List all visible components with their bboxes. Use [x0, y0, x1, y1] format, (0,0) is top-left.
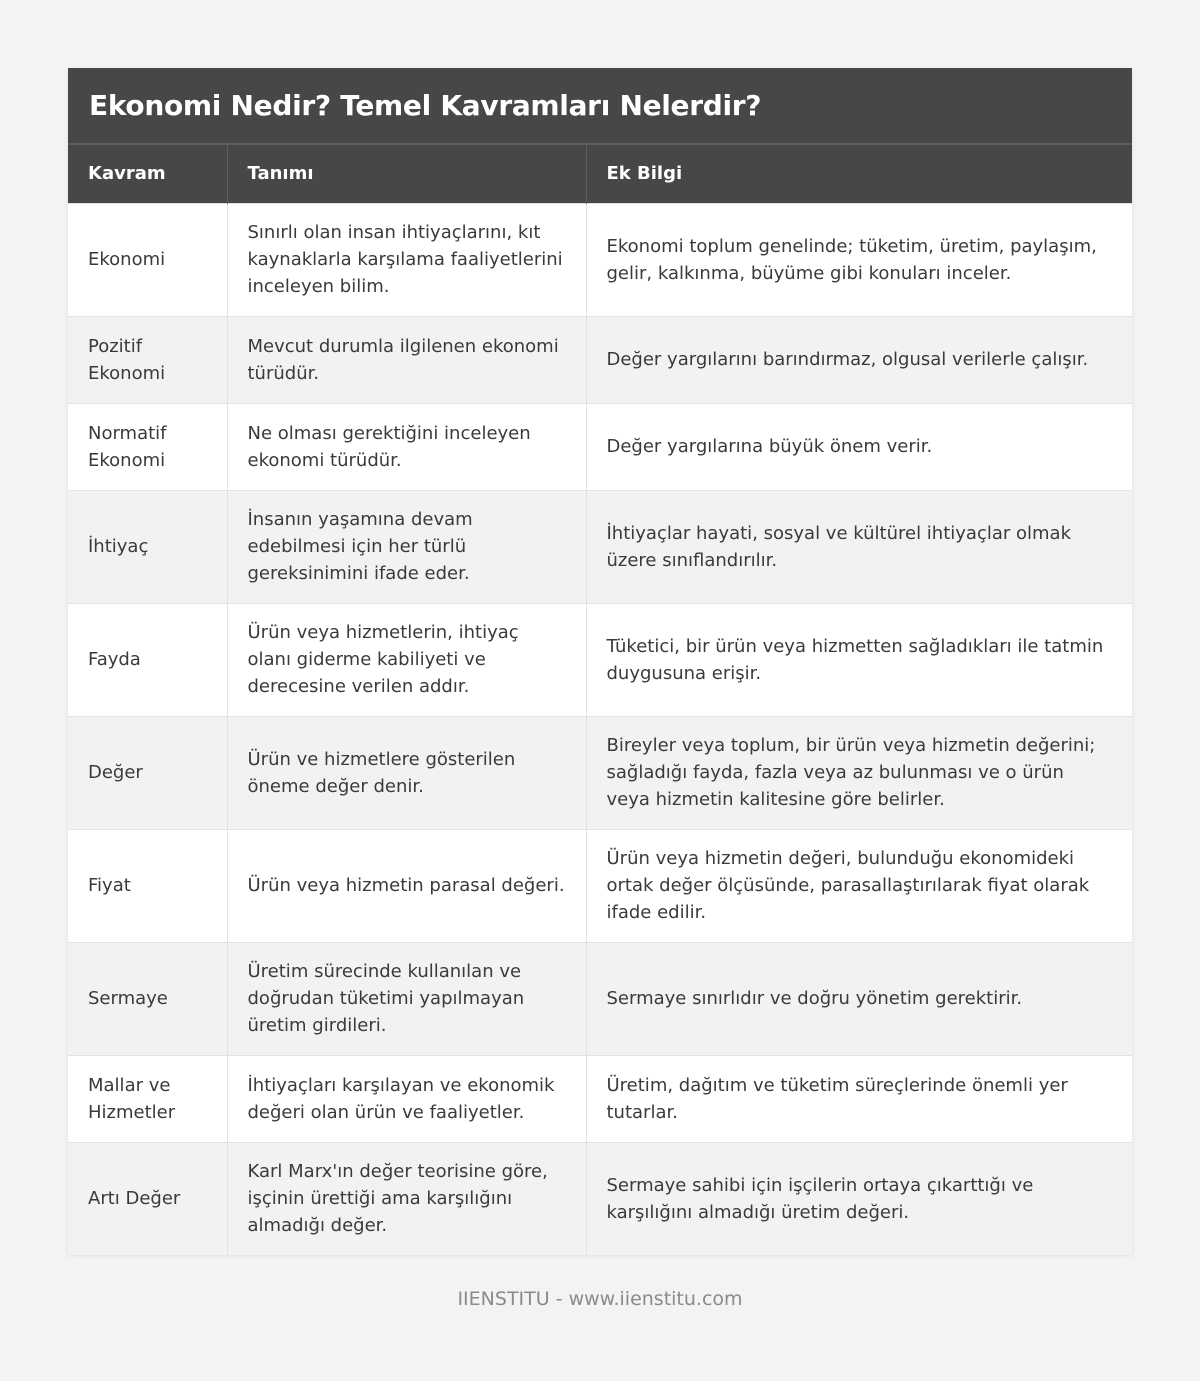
cell-ek-bilgi: Sermaye sınırlıdır ve doğru yönetim gerektirir. — [586, 942, 1132, 1055]
cell-ek-bilgi: Üretim, dağıtım ve tüketim süreçlerinde önemli yer tutarlar. — [586, 1055, 1132, 1142]
cell-kavram: Sermaye — [68, 942, 227, 1055]
column-header-ek-bilgi: Ek Bilgi — [586, 144, 1132, 203]
cell-kavram: Fayda — [68, 603, 227, 716]
table-row — [68, 942, 1132, 1055]
concepts-table — [68, 143, 1132, 1255]
cell-tanimi: Ürün veya hizmetin parasal değeri. — [227, 829, 586, 942]
footer-credit: IIENSTITU - www.iienstitu.com — [457, 1288, 743, 1310]
table-row — [68, 716, 1132, 829]
cell-kavram: Fiyat — [68, 829, 227, 942]
cell-kavram: İhtiyaç — [68, 490, 227, 603]
cell-ek-bilgi: İhtiyaçlar hayati, sosyal ve kültürel ihtiyaçlar olmak üzere sınıflandırılır. — [586, 490, 1132, 603]
cell-ek-bilgi: Bireyler veya toplum, bir ürün veya hizmetin değerini; sağladığı fayda, fazla veya az bulunması ve o ürün veya hizmetin kalitesine göre belirler. — [586, 716, 1132, 829]
cell-kavram: Mallar ve Hizmetler — [68, 1055, 227, 1142]
cell-kavram: Ekonomi — [68, 203, 227, 316]
cell-kavram: Normatif Ekonomi — [68, 403, 227, 490]
cell-tanimi: Mevcut durumla ilgilenen ekonomi türüdür. — [227, 316, 586, 403]
cell-tanimi: Ne olması gerektiğini inceleyen ekonomi türüdür. — [227, 403, 586, 490]
cell-kavram: Pozitif Ekonomi — [68, 316, 227, 403]
table-row — [68, 603, 1132, 716]
cell-kavram: Artı Değer — [68, 1142, 227, 1255]
cell-tanimi: Üretim sürecinde kullanılan ve doğrudan tüketimi yapılmayan üretim girdileri. — [227, 942, 586, 1055]
cell-ek-bilgi: Ürün veya hizmetin değeri, bulunduğu ekonomideki ortak değer ölçüsünde, parasallaştırılarak fiyat olarak ifade edilir. — [586, 829, 1132, 942]
page-title: Ekonomi Nedir? Temel Kavramları Nelerdir? — [89, 89, 762, 122]
cell-ek-bilgi: Değer yargılarına büyük önem verir. — [586, 403, 1132, 490]
cell-tanimi: Sınırlı olan insan ihtiyaçlarını, kıt kaynaklarla karşılama faaliyetlerini inceleyen bilim. — [227, 203, 586, 316]
cell-ek-bilgi: Tüketici, bir ürün veya hizmetten sağladıkları ile tatmin duygusuna erişir. — [586, 603, 1132, 716]
cell-tanimi: Karl Marx'ın değer teorisine göre, işçinin ürettiği ama karşılığını almadığı değer. — [227, 1142, 586, 1255]
cell-tanimi: Ürün ve hizmetlere gösterilen öneme değer denir. — [227, 716, 586, 829]
cell-tanimi: İhtiyaçları karşılayan ve ekonomik değeri olan ürün ve faaliyetler. — [227, 1055, 586, 1142]
column-header-kavram: Kavram — [88, 163, 166, 185]
table-row — [68, 490, 1132, 603]
cell-ek-bilgi: Sermaye sahibi için işçilerin ortaya çıkarttığı ve karşılığını almadığı üretim değeri. — [586, 1142, 1132, 1255]
title-bar — [68, 68, 1132, 143]
cell-tanimi: Ürün veya hizmetlerin, ihtiyaç olanı giderme kabiliyeti ve derecesine verilen addır. — [227, 603, 586, 716]
table-row — [68, 1055, 1132, 1142]
content-card — [68, 68, 1132, 1255]
cell-ek-bilgi: Ekonomi toplum genelinde; tüketim, üretim, paylaşım, gelir, kalkınma, büyüme gibi konuları inceler. — [586, 203, 1132, 316]
table-header-row — [68, 144, 1132, 203]
table-row — [68, 203, 1132, 316]
table-row — [68, 829, 1132, 942]
cell-ek-bilgi: Değer yargılarını barındırmaz, olgusal verilerle çalışır. — [586, 316, 1132, 403]
cell-tanimi: İnsanın yaşamına devam edebilmesi için her türlü gereksinimini ifade eder. — [227, 490, 586, 603]
table-row — [68, 403, 1132, 490]
table-row — [68, 316, 1132, 403]
table-row — [68, 1142, 1132, 1255]
column-header-tanimi: Tanımı — [227, 144, 586, 203]
cell-kavram: Değer — [68, 716, 227, 829]
